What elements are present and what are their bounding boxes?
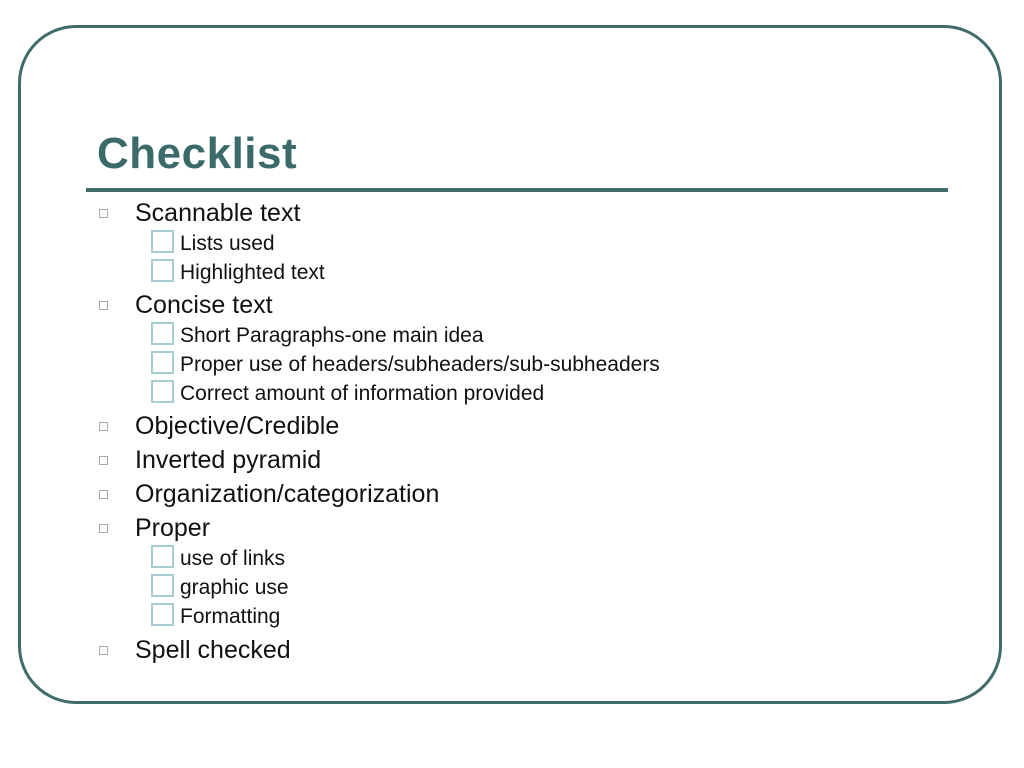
- checkbox-bullet-icon: [151, 322, 174, 345]
- checkbox-bullet-icon: [151, 603, 174, 626]
- list-item-label: Scannable text: [135, 199, 301, 227]
- checkbox-bullet-icon: [99, 490, 108, 499]
- checkbox-bullet-icon: [151, 351, 174, 374]
- sub-list-item-label: use of links: [180, 547, 286, 570]
- checkbox-bullet-icon: [151, 574, 174, 597]
- sub-list-item-label: Highlighted text: [180, 261, 325, 284]
- list-item-label: Organization/categorization: [135, 480, 440, 508]
- sub-list-item-label: Correct amount of information provided: [180, 382, 545, 405]
- sub-list-item-label: Lists used: [180, 232, 275, 255]
- sub-list-item-label: Formatting: [180, 605, 281, 628]
- checkbox-bullet-icon: [99, 646, 108, 655]
- checkbox-bullet-icon: [151, 259, 174, 282]
- sub-list-item-label: graphic use: [180, 576, 289, 599]
- sub-list-item-label: Short Paragraphs-one main idea: [180, 324, 484, 347]
- checkbox-bullet-icon: [99, 524, 108, 533]
- list-item-label: Proper: [135, 514, 211, 542]
- sub-list-item-label: Proper use of headers/subheaders/sub-subheaders: [180, 353, 660, 376]
- list-item-label: Inverted pyramid: [135, 446, 322, 474]
- checkbox-bullet-icon: [99, 301, 108, 310]
- list-item-label: Objective/Credible: [135, 412, 340, 440]
- checkbox-bullet-icon: [99, 209, 108, 218]
- slide-title: Checklist: [97, 129, 298, 178]
- checkbox-bullet-icon: [99, 422, 108, 431]
- checkbox-bullet-icon: [151, 380, 174, 403]
- checkbox-bullet-icon: [99, 456, 108, 465]
- checkbox-bullet-icon: [151, 230, 174, 253]
- list-item-label: Spell checked: [135, 636, 291, 664]
- list-item-label: Concise text: [135, 291, 273, 319]
- checkbox-bullet-icon: [151, 545, 174, 568]
